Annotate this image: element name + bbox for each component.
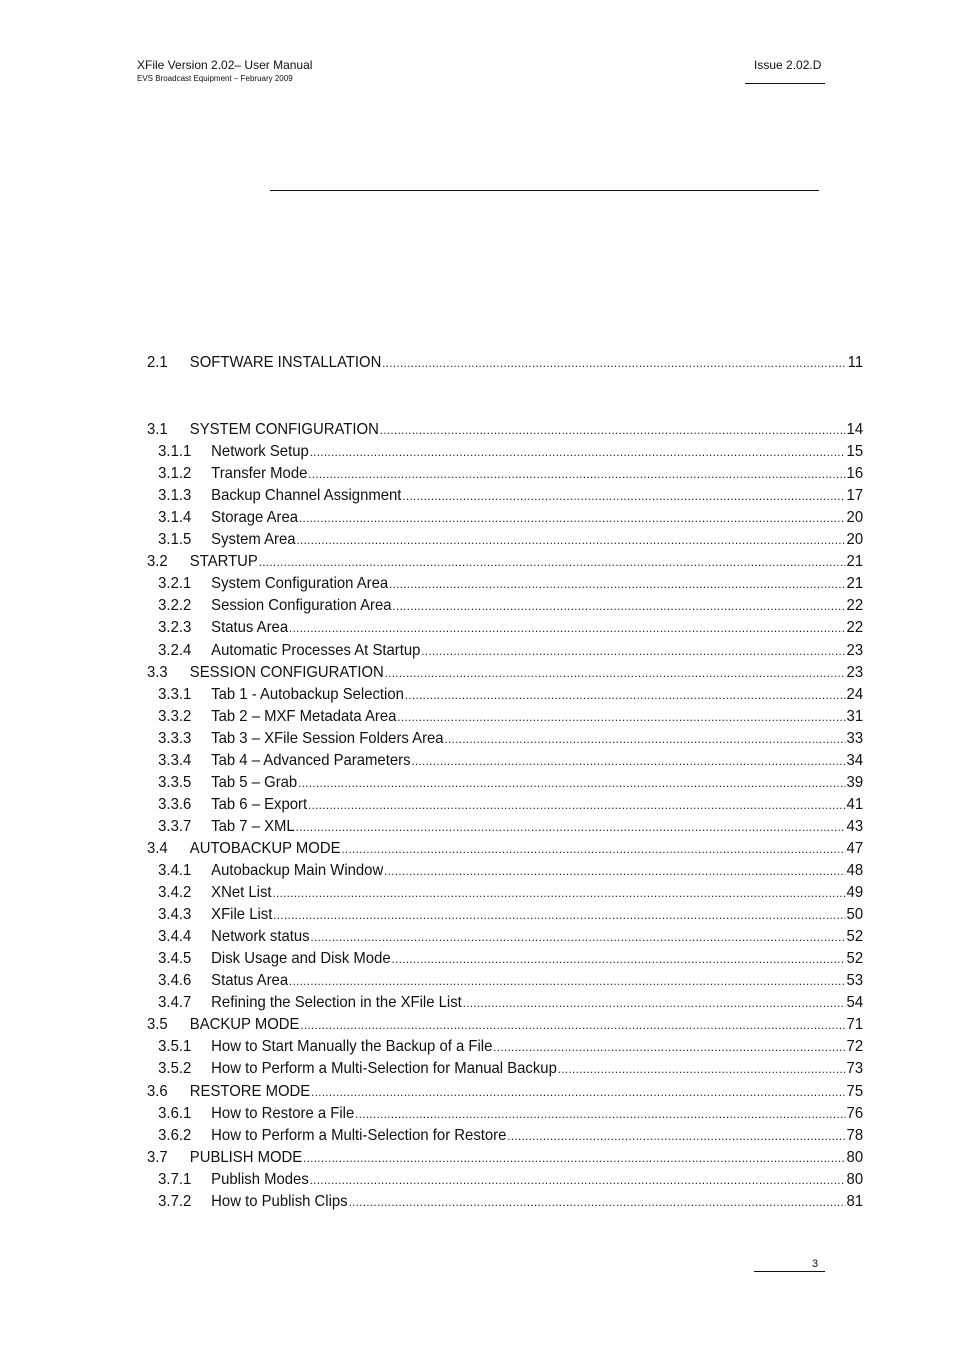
toc-entry-number: 3.6.1	[158, 1104, 192, 1122]
page-number: 3	[812, 1258, 819, 1270]
toc-dot-leader	[463, 992, 846, 1014]
toc-entry-number: 3.6	[147, 1082, 168, 1100]
toc-entry-number: 3.1.3	[158, 487, 192, 505]
toc-entry-page: 20	[846, 531, 864, 549]
toc-entry[interactable]	[147, 794, 863, 816]
toc-entry-number: 3.3.4	[158, 751, 192, 769]
toc-entry-page: 43	[846, 817, 864, 835]
toc-dot-leader	[380, 419, 846, 441]
toc-entry-number: 3.7	[147, 1148, 168, 1166]
toc-entry-page: 41	[846, 795, 864, 813]
toc-dot-leader	[298, 772, 845, 794]
toc-dot-leader	[421, 640, 845, 662]
toc-entry-number: 3.5.1	[158, 1038, 192, 1056]
toc-entry-page: 72	[846, 1038, 864, 1056]
toc-entry[interactable]	[147, 904, 863, 926]
toc-entry[interactable]	[147, 1191, 863, 1213]
toc-entry-number: 3.3.5	[158, 773, 192, 791]
toc-entry-title: XNet List	[211, 884, 272, 902]
toc-entry-title: Disk Usage and Disk Mode	[211, 950, 391, 968]
toc-entry[interactable]	[147, 529, 863, 551]
toc-entry-number: 3.2	[147, 553, 168, 571]
toc-entry-page: 81	[846, 1192, 864, 1210]
toc-entry-number: 3.4.5	[158, 950, 192, 968]
toc-entry[interactable]	[147, 706, 863, 728]
toc-entry-title: Network Setup	[211, 443, 309, 461]
toc-entry[interactable]	[147, 485, 863, 507]
toc-entry-number: 3.4	[147, 839, 168, 857]
toc-entry-title: System Area	[211, 531, 296, 549]
toc-dot-leader	[273, 904, 845, 926]
toc-entry-page: 39	[846, 773, 864, 791]
toc-entry[interactable]	[147, 662, 863, 684]
toc-entry-title: Autobackup Main Window	[211, 862, 384, 879]
toc-entry-number: 3.2.2	[158, 597, 192, 615]
toc-dot-leader	[296, 529, 845, 551]
toc-entry-page: 49	[846, 884, 864, 902]
toc-entry[interactable]	[147, 948, 863, 970]
toc-entry-title: Tab 4 – Advanced Parameters	[211, 751, 411, 769]
toc-entry[interactable]	[147, 1103, 863, 1125]
toc-dot-leader	[507, 1125, 845, 1147]
toc-entry-title: STARTUP	[189, 553, 258, 571]
toc-entry[interactable]	[147, 352, 863, 374]
toc-entry-title: Tab 7 – XML	[211, 817, 295, 835]
toc-entry-title: How to Restore a File	[211, 1104, 355, 1122]
toc-entry-number: 3.1.5	[158, 531, 192, 549]
toc-dot-leader	[308, 463, 845, 485]
toc-entry-number: 3.3.1	[158, 685, 192, 703]
toc-entry-title: SESSION CONFIGURATION	[189, 663, 384, 681]
toc-entry-title: How to Perform a Multi-Selection for Restore	[211, 1126, 507, 1144]
toc-dot-leader	[445, 728, 846, 750]
toc-entry-page: 22	[846, 597, 864, 615]
toc-entry[interactable]	[147, 507, 863, 529]
toc-entry-number: 3.3.6	[158, 795, 192, 813]
toc-entry-title: Storage Area	[211, 509, 299, 527]
toc-entry[interactable]	[147, 1125, 863, 1147]
document-subtitle: EVS Broadcast Equipment – February 2009	[137, 74, 293, 83]
toc-entry-number: 3.1	[147, 421, 168, 438]
toc-entry-title: Tab 6 – Export	[211, 795, 308, 813]
toc-entry[interactable]	[147, 617, 863, 639]
toc-entry[interactable]	[147, 772, 863, 794]
toc-entry-page: 50	[846, 906, 864, 924]
toc-entry[interactable]	[147, 419, 863, 441]
toc-dot-leader	[296, 816, 846, 838]
toc-entry[interactable]	[147, 595, 863, 617]
toc-entry-title: SOFTWARE INSTALLATION	[189, 354, 382, 371]
toc-entry-number: 3.4.2	[158, 884, 192, 902]
toc-entry-title: Backup Channel Assignment	[211, 487, 402, 505]
toc-entry-page: 53	[846, 972, 864, 990]
toc-entry[interactable]	[147, 640, 863, 662]
toc-entry[interactable]	[147, 684, 863, 706]
toc-dot-leader	[289, 617, 846, 639]
toc-entry-title: Tab 1 - Autobackup Selection	[211, 685, 404, 703]
toc-entry-page: 15	[846, 443, 864, 461]
toc-dot-leader	[384, 860, 845, 882]
toc-entry-title: Network status	[211, 928, 310, 946]
toc-dot-leader	[272, 882, 845, 904]
toc-entry[interactable]	[147, 838, 863, 860]
toc-entry-title: Session Configuration Area	[211, 597, 392, 615]
toc-entry-number: 3.2.4	[158, 641, 192, 659]
toc-dot-leader	[303, 1147, 845, 1169]
toc-entry[interactable]	[147, 1058, 863, 1080]
toc-dot-leader	[392, 948, 846, 970]
toc-entry-title: Transfer Mode	[211, 465, 308, 483]
toc-entry[interactable]	[147, 1147, 863, 1169]
toc-dot-leader	[311, 926, 846, 948]
toc-dot-leader	[402, 485, 845, 507]
toc-entry[interactable]	[147, 992, 863, 1014]
toc-entry-page: 48	[846, 862, 864, 879]
toc-dot-leader	[385, 662, 846, 684]
toc-entry-number: 3.4.6	[158, 972, 192, 990]
toc-entry-title: BACKUP MODE	[189, 1016, 300, 1034]
toc-entry[interactable]	[147, 1014, 863, 1036]
toc-entry[interactable]	[147, 728, 863, 750]
toc-entry-title: Tab 5 – Grab	[211, 773, 298, 791]
toc-entry-title: SYSTEM CONFIGURATION	[189, 421, 379, 438]
toc-dot-leader	[310, 1169, 846, 1191]
toc-entry-number: 3.7.2	[158, 1192, 192, 1210]
toc-entry[interactable]	[147, 970, 863, 992]
toc-entry-number: 3.4.7	[158, 994, 192, 1012]
toc-entry-number: 3.3.3	[158, 729, 192, 747]
toc-entry-page: 54	[846, 994, 864, 1012]
toc-entry-page: 52	[846, 928, 864, 946]
toc-dot-leader	[392, 595, 845, 617]
title-rule	[270, 190, 819, 191]
toc-entry-number: 3.3	[147, 663, 168, 681]
toc-dot-leader	[300, 1014, 845, 1036]
toc-entry-page: 76	[846, 1104, 864, 1122]
header-rule	[745, 83, 825, 84]
toc-entry[interactable]	[147, 1169, 863, 1191]
toc-entry-number: 3.4.3	[158, 906, 192, 924]
toc-dot-leader	[308, 794, 846, 816]
toc-entry-title: AUTOBACKUP MODE	[189, 839, 341, 857]
toc-entry-page: 22	[846, 619, 864, 637]
toc-entry[interactable]	[147, 882, 863, 904]
toc-entry-number: 3.1.4	[158, 509, 192, 527]
toc-entry[interactable]	[147, 441, 863, 463]
toc-dot-leader	[493, 1036, 845, 1058]
toc-entry-title: How to Perform a Multi-Selection for Manual Backup	[211, 1060, 557, 1078]
toc-entry-title: RESTORE MODE	[189, 1082, 311, 1100]
toc-entry-page: 52	[846, 950, 864, 968]
toc-entry-number: 3.3.7	[158, 817, 192, 835]
toc-entry-page: 14	[846, 421, 864, 438]
toc-entry-page: 71	[846, 1016, 864, 1034]
toc-entry[interactable]	[147, 816, 863, 838]
toc-entry-title: System Configuration Area	[211, 575, 389, 593]
toc-entry-number: 3.2.3	[158, 619, 192, 637]
toc-entry-page: 80	[846, 1148, 864, 1166]
toc-entry-title: Automatic Processes At Startup	[211, 641, 421, 659]
toc-dot-leader	[341, 838, 845, 860]
toc-entry-number: 3.5	[147, 1016, 168, 1034]
toc-dot-leader	[310, 441, 846, 463]
toc-dot-leader	[299, 507, 846, 529]
toc-entry-page: 21	[846, 553, 864, 571]
toc-entry-title: Status Area	[211, 972, 289, 990]
toc-dot-leader	[259, 551, 846, 573]
toc-entry-page: 78	[846, 1126, 864, 1144]
toc-entry[interactable]	[147, 926, 863, 948]
toc-entry-number: 2.1	[147, 354, 168, 371]
toc-entry-page: 11	[847, 354, 864, 371]
toc-entry-number: 3.3.2	[158, 707, 192, 725]
toc-entry-page: 23	[846, 663, 864, 681]
toc-entry-page: 16	[846, 465, 864, 483]
toc-entry[interactable]	[147, 1036, 863, 1058]
toc-entry-title: How to Start Manually the Backup of a File	[211, 1038, 493, 1056]
toc-entry-page: 73	[846, 1060, 864, 1078]
toc-entry-page: 80	[846, 1170, 864, 1188]
toc-entry-number: 3.7.1	[158, 1170, 192, 1188]
toc-entry-page: 47	[846, 839, 864, 857]
toc-entry-number: 3.1.1	[158, 443, 192, 461]
toc-entry-title: How to Publish Clips	[211, 1192, 348, 1210]
toc-entry-number: 3.1.2	[158, 465, 192, 483]
toc-entry[interactable]	[147, 463, 863, 485]
toc-entry-title: Refining the Selection in the XFile List	[211, 994, 462, 1012]
toc-entry[interactable]	[147, 573, 863, 595]
toc-entry[interactable]	[147, 551, 863, 573]
footer-rule	[754, 1271, 825, 1272]
toc-entry-title: PUBLISH MODE	[189, 1148, 303, 1166]
toc-dot-leader	[411, 750, 845, 772]
toc-entry-title: Status Area	[211, 619, 289, 637]
toc-entry-page: 24	[846, 685, 864, 703]
toc-entry-page: 75	[846, 1082, 864, 1100]
toc-entry[interactable]	[147, 750, 863, 772]
toc-entry[interactable]	[147, 860, 863, 882]
toc-entry-number: 3.4.4	[158, 928, 192, 946]
toc-dot-leader	[405, 684, 846, 706]
toc-entry-title: Publish Modes	[211, 1170, 309, 1188]
toc-entry-title: XFile List	[211, 906, 273, 924]
toc-entry-page: 31	[846, 707, 864, 725]
toc-entry-title: Tab 2 – MXF Metadata Area	[211, 707, 397, 725]
toc-entry-page: 20	[846, 509, 864, 527]
toc-entry[interactable]	[147, 1081, 863, 1103]
toc-entry-number: 3.4.1	[158, 862, 192, 879]
toc-dot-leader	[349, 1191, 846, 1213]
toc-entry-page: 17	[846, 487, 864, 505]
toc-entry-number: 3.5.2	[158, 1060, 192, 1078]
toc-entry-number: 3.6.2	[158, 1126, 192, 1144]
toc-dot-leader	[289, 970, 846, 992]
toc-entry-number: 3.2.1	[158, 575, 192, 593]
toc-dot-leader	[397, 706, 845, 728]
toc-entry-page: 21	[846, 575, 864, 593]
toc-dot-leader	[382, 352, 846, 374]
document-title: XFile Version 2.02– User Manual	[137, 58, 313, 72]
toc-entry-page: 34	[846, 751, 864, 769]
toc-entry-page: 23	[846, 641, 864, 659]
toc-entry-page: 33	[846, 729, 864, 747]
toc-dot-leader	[389, 573, 846, 595]
toc-dot-leader	[311, 1081, 845, 1103]
toc-dot-leader	[355, 1103, 845, 1125]
toc-dot-leader	[558, 1058, 846, 1080]
toc-entry-title: Tab 3 – XFile Session Folders Area	[211, 729, 444, 747]
issue-label: Issue 2.02.D	[754, 58, 822, 72]
